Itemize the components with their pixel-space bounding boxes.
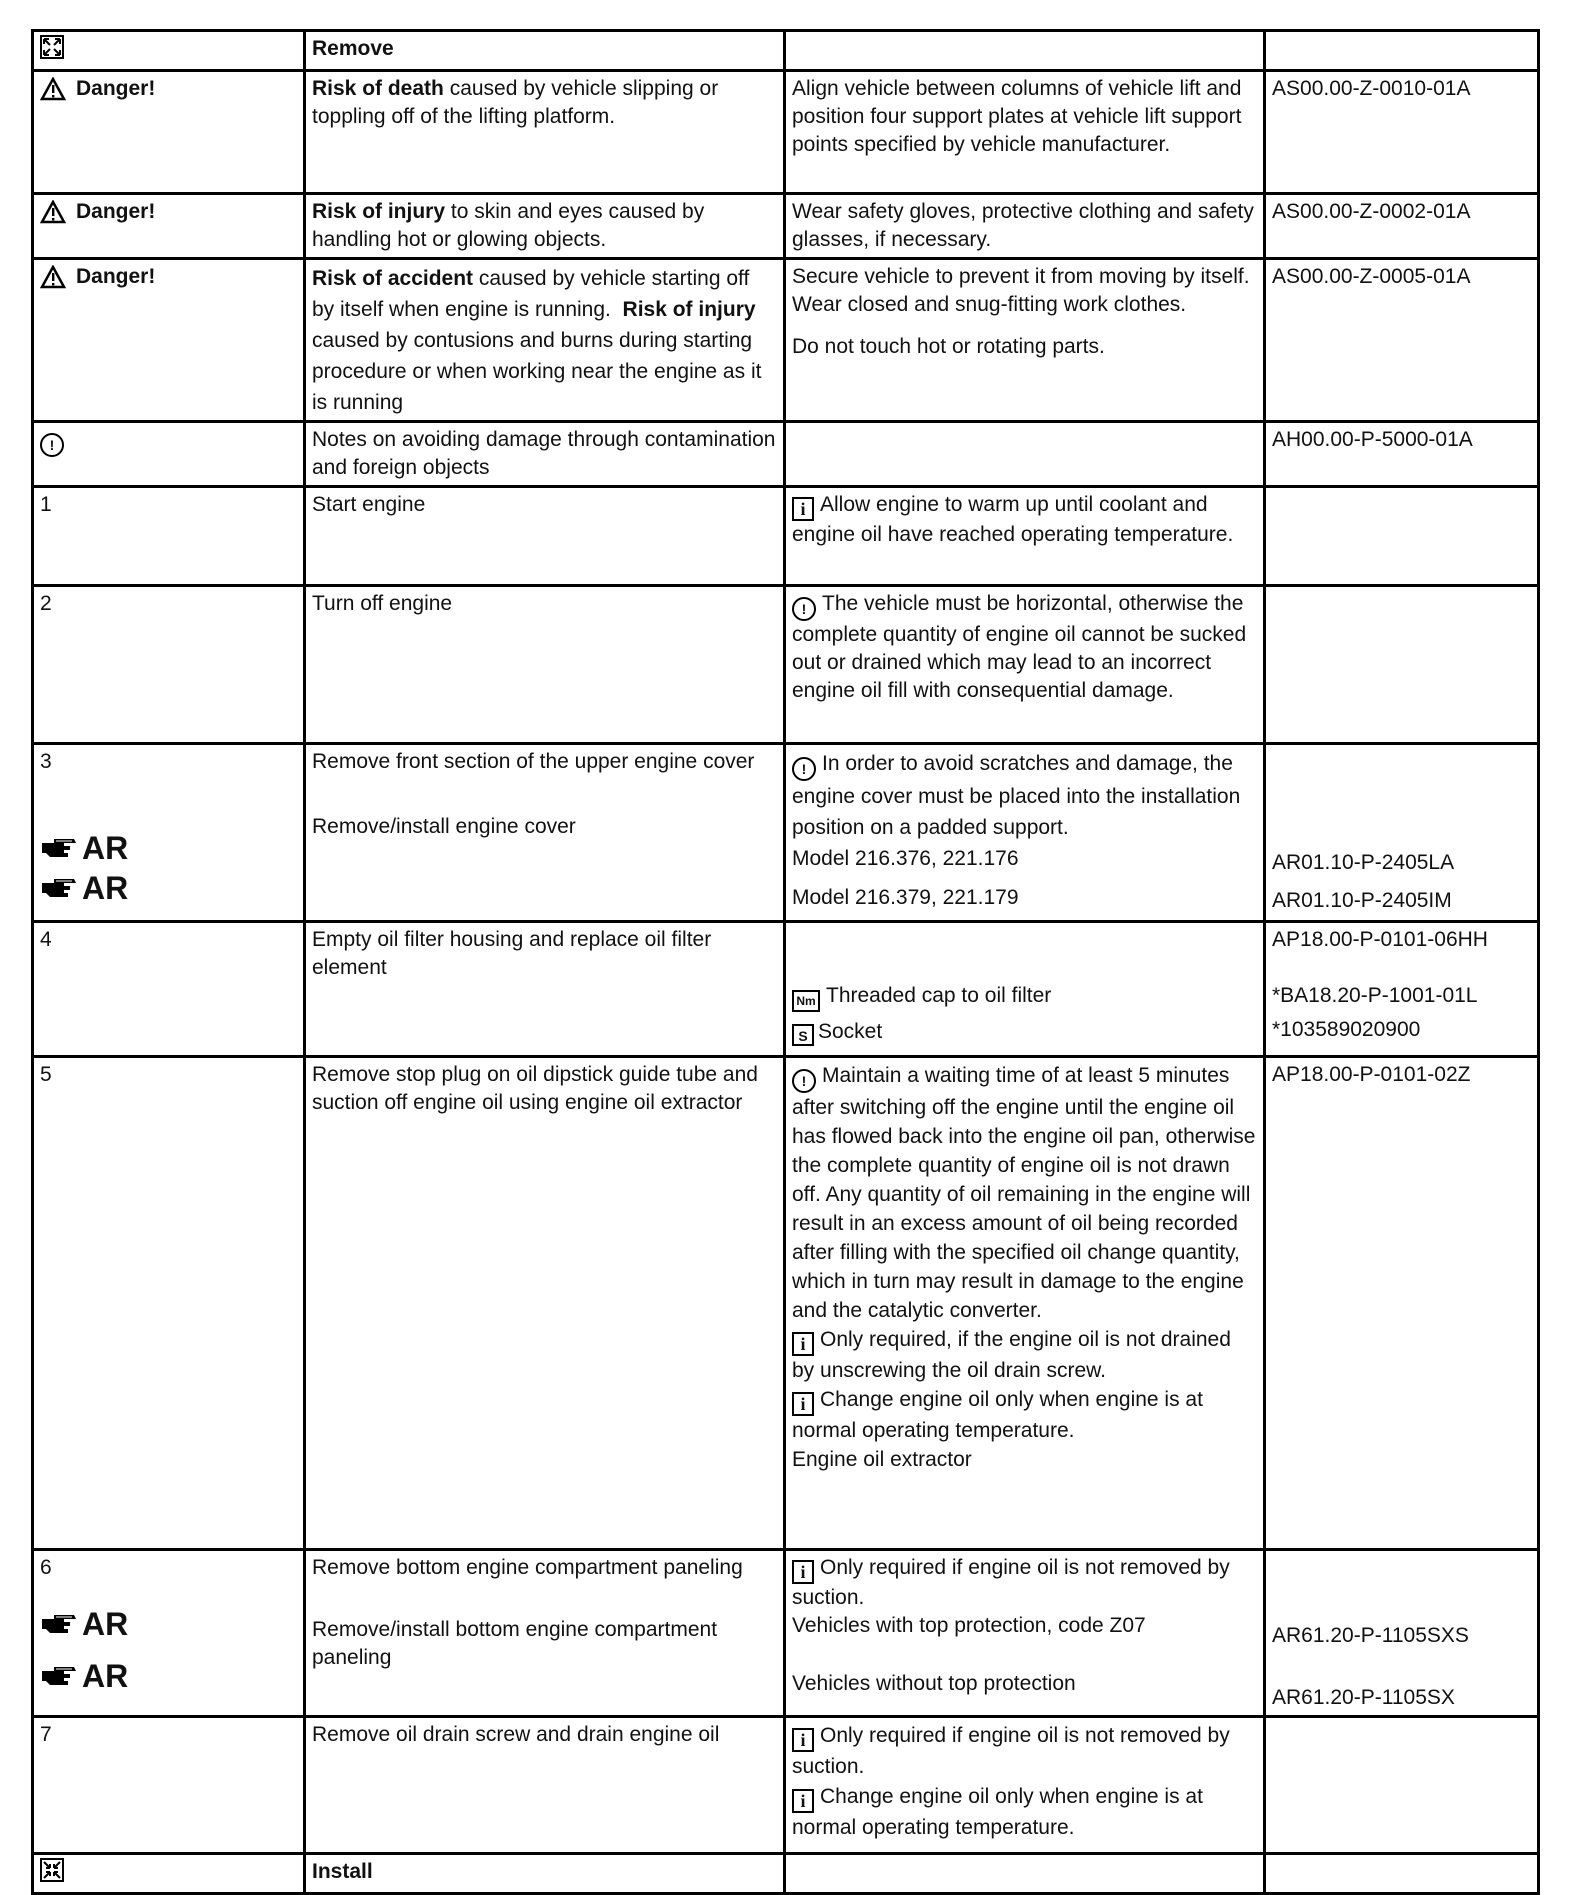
model-ref: AR01.10-P-2405IM (1272, 889, 1452, 912)
step-info: Change engine oil only when engine is at normal operating temperature. (792, 1785, 1203, 1839)
torque-icon: Nm (792, 990, 820, 1012)
step-row-6 (33, 1550, 1539, 1717)
vehicle-variant: Vehicles without top protection (792, 1672, 1076, 1695)
step-row-7 (33, 1717, 1539, 1854)
step-info: Only required if engine oil is not removed by suction. (792, 1556, 1230, 1609)
info-icon: i (792, 1392, 814, 1416)
step-task: Remove stop plug on oil dipstick guide tube and suction off engine oil using engine oil extractor (305, 1057, 785, 1550)
step-info: Change engine oil only when engine is at normal operating temperature. (792, 1388, 1203, 1442)
vehicle-variant: Vehicles with top protection, code Z07 (792, 1614, 1146, 1637)
risk-title: Risk of death (312, 77, 444, 100)
danger-row (33, 71, 1539, 194)
notes-ref: AH00.00-P-5000-01A (1265, 422, 1539, 487)
danger-row (33, 259, 1539, 422)
pointing-hand-icon (40, 875, 78, 901)
torque-label: Threaded cap to oil filter (826, 984, 1052, 1007)
danger-ref: AS00.00-Z-0005-01A (1265, 259, 1539, 422)
step-tool: Engine oil extractor (792, 1448, 972, 1471)
risk-text: caused by vehicle starting off by itself when engine is running. (312, 267, 750, 321)
risk-text: to skin and eyes caused by handling hot or glowing objects. (312, 200, 705, 251)
step-row-4 (33, 922, 1539, 1057)
procedure-table (31, 29, 1540, 1895)
info-icon: i (792, 497, 814, 521)
damage-note-icon: ! (40, 433, 64, 457)
pointing-hand-icon (40, 835, 78, 861)
step-task: Empty oil filter housing and replace oil filter element (305, 922, 785, 1057)
risk-text: caused by vehicle slipping or toppling off of the lifting platform. (312, 77, 719, 128)
step-row-5 (33, 1057, 1539, 1550)
variant-ref: AR61.20-P-1105SX (1272, 1686, 1455, 1709)
danger-action: Wear safety gloves, protective clothing and safety glasses, if necessary. (785, 194, 1265, 259)
step-number: 5 (33, 1057, 305, 1550)
ar-label: AR (82, 870, 129, 906)
step-note: Maintain a waiting time of at least 5 minutes after switching off the engine until the engine oil has flowed back into the engine oil pan, otherwise the complete quantity of engine oil is not drawn off. Any quantity of oil remaining in the engine will result in an excess amount of oil being recorded after filling with the specified oil change quantity, which in turn may result in damage to the engine and the catalytic converter. (792, 1064, 1256, 1322)
step-number: 1 (33, 487, 305, 586)
danger-ref: AS00.00-Z-0010-01A (1265, 71, 1539, 194)
ar-label: AR (82, 1606, 129, 1642)
step-number: 2 (33, 586, 305, 744)
variant-ref: AR61.20-P-1105SXS (1272, 1624, 1469, 1647)
danger-label: Danger! (76, 265, 156, 288)
install-header-row (33, 1854, 1539, 1894)
tool-icon: S (792, 1024, 814, 1046)
risk-title: Risk of injury (312, 200, 446, 223)
danger-label: Danger! (76, 200, 156, 223)
step-sub-task: Remove/install bottom engine compartment paneling (312, 1618, 718, 1669)
info-icon: i (792, 1789, 814, 1813)
step-task: Remove bottom engine compartment paneling (312, 1556, 743, 1579)
model-line: Model 216.376, 221.176 (792, 847, 1019, 870)
step-row-3 (33, 744, 1539, 922)
notes-row (33, 422, 1539, 487)
pointing-hand-icon (40, 1663, 78, 1689)
remove-header-label: Remove (305, 31, 785, 71)
danger-action-line: Do not touch hot or rotating parts. (792, 335, 1105, 358)
danger-action: Align vehicle between columns of vehicle lift and position four support plates at vehicle lift support points specified by vehicle manufacturer. (785, 71, 1265, 194)
ar-reference (40, 1604, 297, 1644)
step-row-2 (33, 586, 1539, 744)
risk-title-2: Risk of injury (622, 298, 756, 321)
ar-reference (40, 1656, 297, 1696)
expand-arrows-icon (40, 35, 64, 59)
step-note: In order to avoid scratches and damage, the engine cover must be placed into the installation position on a padded support. (792, 752, 1241, 839)
tool-label: Socket (818, 1020, 883, 1043)
step-note: The vehicle must be horizontal, otherwise the complete quantity of engine oil cannot be sucked out or drained which may lead to an incorrect engine oil fill with consequential damage. (792, 592, 1247, 702)
warning-triangle-icon (40, 265, 66, 289)
danger-ref: AS00.00-Z-0002-01A (1265, 194, 1539, 259)
step-info: Allow engine to warm up until coolant and engine oil have reached operating temperature. (792, 493, 1234, 546)
ar-label: AR (82, 1658, 129, 1694)
pointing-hand-icon (40, 1611, 78, 1637)
info-icon: i (792, 1332, 814, 1356)
step-ref: AP18.00-P-0101-06HH (1272, 928, 1488, 951)
step-task: Start engine (305, 487, 785, 586)
step-number: 4 (33, 922, 305, 1057)
step-sub-task: Remove/install engine cover (312, 815, 576, 838)
step-number: 7 (33, 1717, 305, 1854)
ar-label: AR (82, 830, 129, 866)
step-number: 6 (40, 1556, 52, 1579)
info-icon: i (792, 1728, 814, 1752)
warning-triangle-icon (40, 200, 66, 224)
collapse-arrows-icon (40, 1858, 64, 1882)
step-task: Remove oil drain screw and drain engine oil (305, 1717, 785, 1854)
step-info: Only required if engine oil is not removed by suction. (792, 1724, 1230, 1778)
step-task: Remove front section of the upper engine cover (312, 750, 755, 773)
step-number: 3 (40, 750, 52, 773)
damage-note-icon: ! (792, 1069, 816, 1093)
damage-note-icon: ! (792, 597, 816, 621)
install-header-label: Install (305, 1854, 785, 1894)
risk-title: Risk of accident (312, 267, 474, 290)
step-row-1 (33, 487, 1539, 586)
info-icon: i (792, 1560, 814, 1584)
danger-action-line: Wear closed and snug-fitting work clothes. (792, 293, 1187, 316)
ar-reference (40, 828, 297, 868)
notes-text: Notes on avoiding damage through contamination and foreign objects (305, 422, 785, 487)
warning-triangle-icon (40, 77, 66, 101)
danger-row (33, 194, 1539, 259)
torque-ref: *BA18.20-P-1001-01L (1272, 984, 1478, 1007)
step-task: Turn off engine (305, 586, 785, 744)
model-line: Model 216.379, 221.179 (792, 886, 1019, 909)
model-ref: AR01.10-P-2405LA (1272, 851, 1455, 874)
step-info: Only required, if the engine oil is not drained by unscrewing the oil drain screw. (792, 1328, 1231, 1382)
risk-text-2: caused by contusions and burns during starting procedure or when working near the engine as it is running (312, 329, 762, 414)
step-ref: AP18.00-P-0101-02Z (1265, 1057, 1539, 1550)
ar-reference (40, 868, 297, 908)
remove-header-row (33, 31, 1539, 71)
danger-label: Danger! (76, 77, 156, 100)
danger-action-line: Secure vehicle to prevent it from moving by itself. (792, 265, 1250, 288)
damage-note-icon: ! (792, 757, 816, 781)
tool-ref: *103589020900 (1272, 1018, 1421, 1041)
